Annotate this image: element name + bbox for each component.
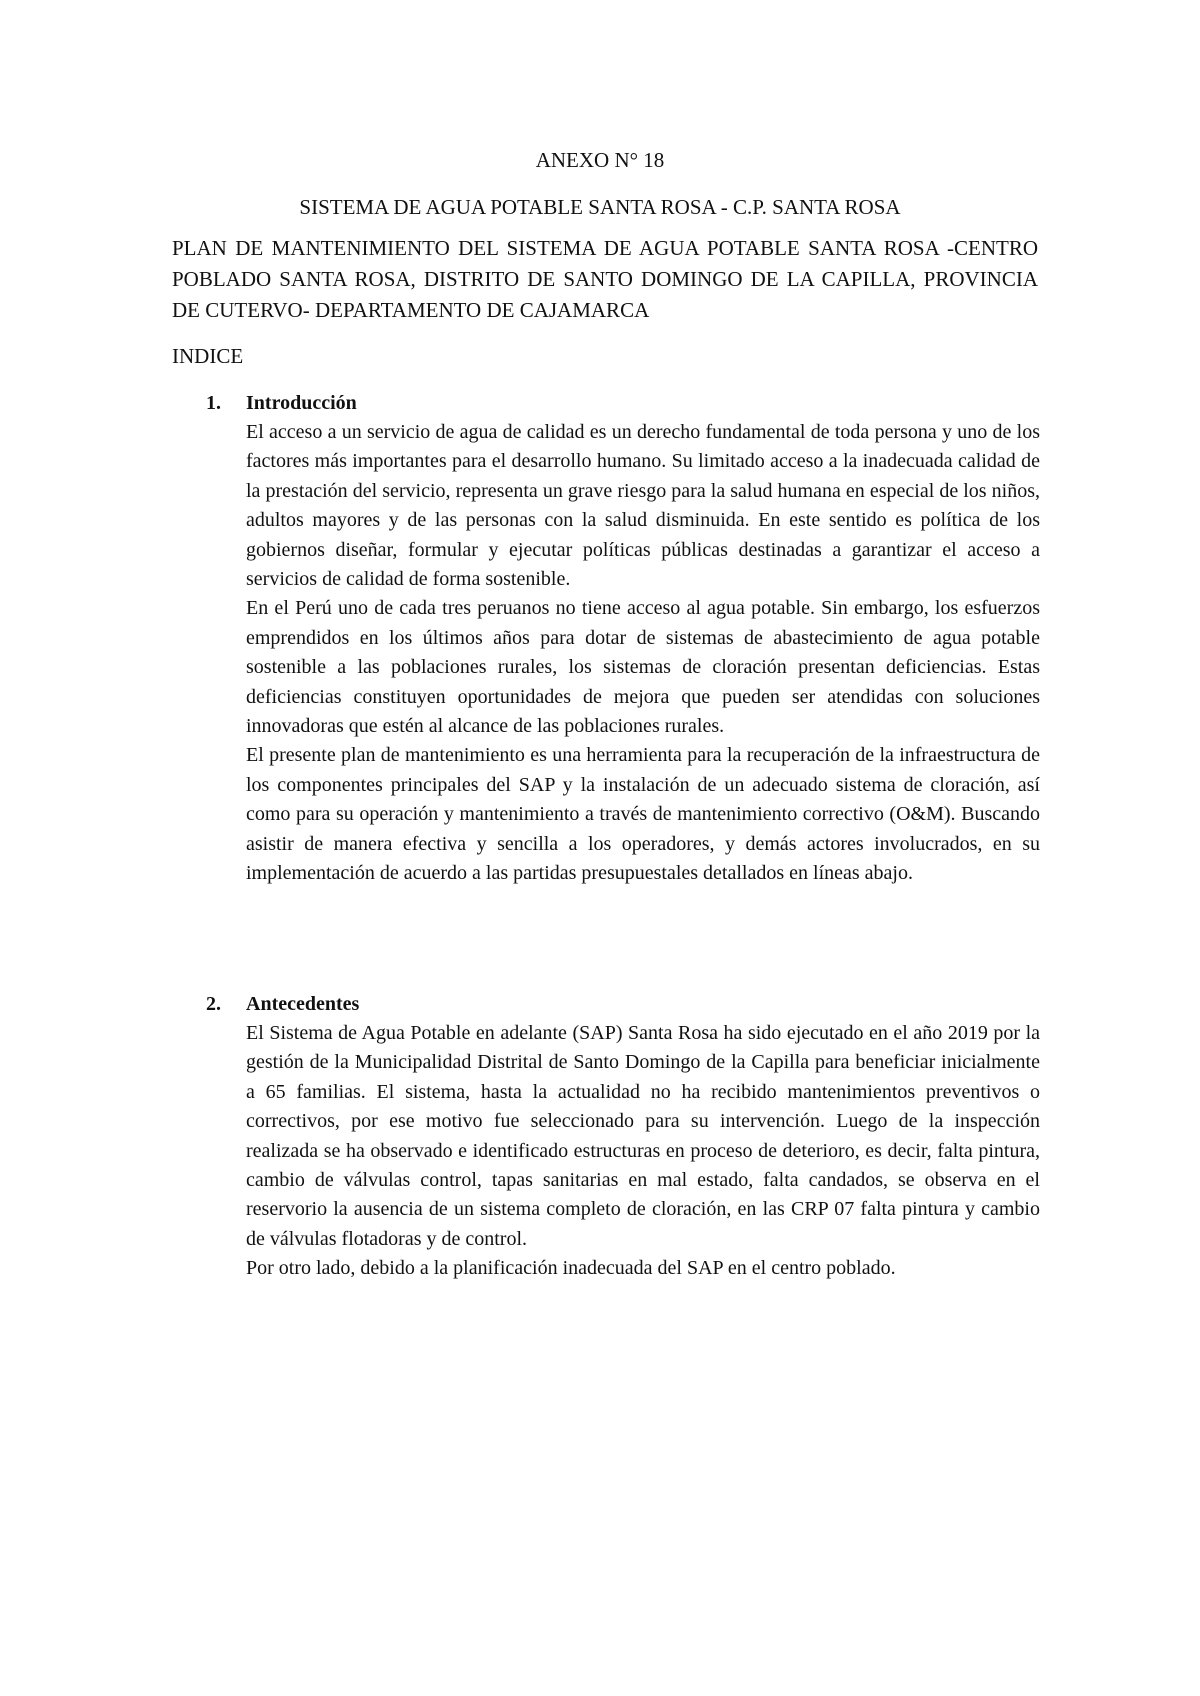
section-introduccion — [206, 389, 1040, 889]
section-title: Antecedentes — [246, 993, 360, 1015]
annex-title: ANEXO N° 18 — [535, 148, 665, 172]
paragraph: Por otro lado, debido a la planificación inadecuada del SAP en el centro poblado. — [246, 1257, 896, 1280]
paragraph: En el Perú uno de cada tres peruanos no tiene acceso al agua potable. Sin embargo, los esfuerzos emprendidos en los últimos años para dotar de sistemas de abastecimiento de agua potable sostenible a las poblaciones rurales, los sistemas de cloración presentan deficiencias. Estas deficiencias constituyen oportunidades de mejora que pueden ser atendidas con soluciones innovadoras que estén al alcance de las poblaciones rurales. — [246, 597, 1040, 738]
paragraph: El Sistema de Agua Potable en adelante (SAP) Santa Rosa ha sido ejecutado en el año 2019 por la gestión de la Municipalidad Distrital de Santo Domingo de la Capilla para beneficiar inicialmente a 65 familias. El sistema, hasta la actualidad no ha recibido mantenimientos preventivos o correctivos, por ese motivo fue seleccionado para su intervención. Luego de la inspección realizada se ha observado e identificado estructuras en proceso de deterioro, es decir, falta pintura, cambio de válvulas control, tapas sanitarias en mal estado, falta candados, se observa en el reservorio la ausencia de un sistema completo de cloración, en las CRP 07 falta pintura y cambio de válvulas flotadoras y de control. — [246, 1022, 1040, 1250]
section-body — [246, 418, 1040, 889]
plan-title: PLAN DE MANTENIMIENTO DEL SISTEMA DE AGUA POTABLE SANTA ROSA -CENTRO POBLADO SANTA ROSA, DISTRITO DE SANTO DOMINGO DE LA CAPILLA, PROVINCIA DE CUTERVO- DEPARTAMENTO DE CAJAMARCA — [172, 236, 1038, 322]
paragraph: El presente plan de mantenimiento es una herramienta para la recuperación de la infraestructura de los componentes principales del SAP y la instalación de un adecuado sistema de cloración, así como para su operación y mantenimiento a través de mantenimiento correctivo (O&M). Buscando asistir de manera efectiva y sencilla a los operadores, y demás actores involucrados, en su implementación de acuerdo a las partidas presupuestales detallados en líneas abajo. — [246, 744, 1040, 885]
section-number: 2. — [206, 993, 221, 1015]
section-heading — [206, 389, 1040, 418]
system-title: SISTEMA DE AGUA POTABLE SANTA ROSA - C.P. SANTA ROSA — [299, 195, 901, 219]
section-number: 1. — [206, 392, 221, 414]
section-antecedentes — [206, 990, 1040, 1284]
paragraph: El acceso a un servicio de agua de calidad es un derecho fundamental de toda persona y uno de los factores más importantes para el desarrollo humano. Su limitado acceso a la inadecuada calidad de la prestación del servicio, representa un grave riesgo para la salud humana en especial de los niños, adultos mayores y de las personas con la salud disminuida. En este sentido es política de los gobiernos diseñar, formular y ejecutar políticas públicas destinadas a garantizar el acceso a servicios de calidad de forma sostenible. — [246, 421, 1040, 591]
section-heading — [206, 990, 1040, 1019]
section-body — [246, 1019, 1040, 1284]
index-label: INDICE — [172, 344, 244, 368]
section-title: Introducción — [246, 392, 357, 414]
